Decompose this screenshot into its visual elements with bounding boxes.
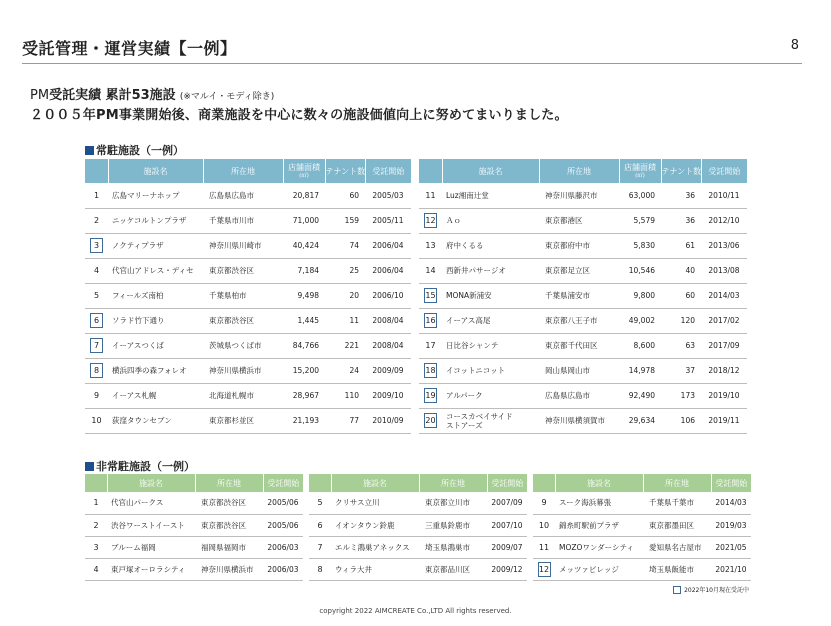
table-row bbox=[533, 492, 751, 514]
facility-location: 東京都墨田区 bbox=[643, 514, 711, 536]
row-number bbox=[85, 514, 107, 536]
row-number-value: 12 bbox=[424, 213, 437, 228]
table-row bbox=[85, 358, 411, 383]
section-marker-icon bbox=[85, 146, 94, 155]
row-number bbox=[85, 283, 108, 308]
facility-start: 2021/05 bbox=[711, 536, 751, 558]
row-number-value: 3 bbox=[93, 542, 99, 552]
row-number-value: 6 bbox=[90, 313, 103, 328]
row-number-value: 2 bbox=[93, 216, 100, 225]
facility-name: 横浜四季の森フォレオ bbox=[108, 358, 203, 383]
nonresident-table-2 bbox=[309, 474, 527, 581]
row-number bbox=[419, 233, 442, 258]
table-row bbox=[419, 208, 747, 233]
legend-box-icon bbox=[673, 586, 681, 594]
facility-location: 広島県広島市 bbox=[539, 383, 619, 408]
table-row bbox=[85, 208, 411, 233]
facility-start: 2018/12 bbox=[701, 358, 747, 383]
table-row bbox=[419, 258, 747, 283]
facility-tenants: 61 bbox=[661, 233, 701, 258]
table-row bbox=[309, 492, 527, 514]
header-start: 受託開始 bbox=[711, 474, 751, 492]
row-number-value: 15 bbox=[424, 288, 437, 303]
row-number bbox=[309, 514, 331, 536]
facility-name: 渋谷ワーストイースト bbox=[107, 514, 195, 536]
facility-name: イオンタウン鈴鹿 bbox=[331, 514, 419, 536]
facility-area: 1,445 bbox=[283, 308, 325, 333]
facility-location: 千葉県市川市 bbox=[203, 208, 283, 233]
row-number bbox=[85, 492, 107, 514]
headline bbox=[30, 84, 274, 103]
facility-start: 2006/04 bbox=[365, 233, 411, 258]
nonresident-section-title bbox=[85, 458, 195, 474]
facility-location: 千葉県千葉市 bbox=[643, 492, 711, 514]
facility-tenants: 159 bbox=[325, 208, 365, 233]
row-number-value: 4 bbox=[93, 564, 99, 574]
subheadline: ２００５年PM事業開始後、商業施設を中心に数々の施設価値向上に努めてまいりました。 bbox=[30, 108, 568, 123]
header-name: 施設名 bbox=[555, 474, 643, 492]
header-name: 施設名 bbox=[331, 474, 419, 492]
row-number bbox=[419, 408, 442, 433]
nonresident-section-label: 非常駐施設（一例） bbox=[96, 460, 195, 473]
header-tenants: テナント数 bbox=[325, 159, 365, 183]
headline-note: (※マルイ・モディ除き) bbox=[179, 92, 275, 102]
facility-tenants: 120 bbox=[661, 308, 701, 333]
row-number-value: 18 bbox=[424, 363, 437, 378]
facility-area: 9,498 bbox=[283, 283, 325, 308]
facility-tenants: 11 bbox=[325, 308, 365, 333]
row-number bbox=[85, 358, 108, 383]
header-start: 受託開始 bbox=[701, 159, 747, 183]
row-number-value: 7 bbox=[317, 542, 323, 552]
facility-location: 東京都足立区 bbox=[539, 258, 619, 283]
table-row bbox=[419, 333, 747, 358]
facility-name: ソラド竹下通り bbox=[108, 308, 203, 333]
row-number bbox=[85, 233, 108, 258]
table-row bbox=[419, 183, 747, 208]
header-area bbox=[619, 159, 661, 183]
table-row bbox=[419, 358, 747, 383]
title-divider bbox=[22, 63, 802, 64]
facility-start: 2013/08 bbox=[701, 258, 747, 283]
facility-name: 代官山パークス bbox=[107, 492, 195, 514]
facility-start: 2013/06 bbox=[701, 233, 747, 258]
facility-location: 東京都渋谷区 bbox=[203, 258, 283, 283]
header-area-label: 店舗面積 bbox=[624, 163, 656, 172]
facility-name: MONA新浦安 bbox=[442, 283, 539, 308]
header-tenants: テナント数 bbox=[661, 159, 701, 183]
facility-name: 日比谷シャンテ bbox=[442, 333, 539, 358]
facility-tenants: 110 bbox=[325, 383, 365, 408]
facility-name: Ａｏ bbox=[442, 208, 539, 233]
table-row bbox=[85, 308, 411, 333]
facility-start: 2006/04 bbox=[365, 258, 411, 283]
header-no bbox=[419, 159, 442, 183]
facility-tenants: 40 bbox=[661, 258, 701, 283]
row-number bbox=[85, 183, 108, 208]
row-number bbox=[85, 308, 108, 333]
table-row bbox=[419, 283, 747, 308]
row-number-value: 9 bbox=[93, 391, 100, 400]
facility-name: コースカベイサイド ストアーズ bbox=[442, 408, 539, 433]
facility-location: 三重県鈴鹿市 bbox=[419, 514, 487, 536]
facility-start: 2005/11 bbox=[365, 208, 411, 233]
row-number-value: 11 bbox=[425, 190, 436, 200]
facility-tenants: 106 bbox=[661, 408, 701, 433]
row-number bbox=[419, 358, 442, 383]
facility-area: 5,830 bbox=[619, 233, 661, 258]
facility-tenants: 60 bbox=[325, 183, 365, 208]
facility-name: イーアス高尾 bbox=[442, 308, 539, 333]
header-start: 受託開始 bbox=[263, 474, 303, 492]
table-row bbox=[419, 233, 747, 258]
table-row bbox=[85, 536, 303, 558]
resident-table-left bbox=[85, 159, 411, 434]
header-name: 施設名 bbox=[442, 159, 539, 183]
row-number-value: 16 bbox=[424, 313, 437, 328]
row-number bbox=[309, 536, 331, 558]
row-number bbox=[533, 558, 555, 580]
page-number: 8 bbox=[790, 38, 799, 53]
row-number-value: 10 bbox=[538, 520, 550, 530]
row-number bbox=[533, 492, 555, 514]
section-marker-icon bbox=[85, 462, 94, 471]
table-row bbox=[533, 558, 751, 580]
table-row bbox=[85, 333, 411, 358]
table-row bbox=[85, 383, 411, 408]
row-number-value: 7 bbox=[90, 338, 103, 353]
facility-start: 2009/09 bbox=[365, 358, 411, 383]
facility-start: 2009/07 bbox=[487, 536, 527, 558]
row-number-value: 20 bbox=[424, 413, 437, 428]
row-number bbox=[419, 258, 442, 283]
row-number bbox=[85, 333, 108, 358]
facility-location: 神奈川県藤沢市 bbox=[539, 183, 619, 208]
table-row bbox=[419, 408, 747, 433]
facility-start: 2010/11 bbox=[701, 183, 747, 208]
row-number bbox=[85, 408, 108, 433]
facility-location: 神奈川県横須賀市 bbox=[539, 408, 619, 433]
table-row bbox=[419, 383, 747, 408]
facility-start: 2017/02 bbox=[701, 308, 747, 333]
facility-location: 東京都渋谷区 bbox=[203, 308, 283, 333]
facility-start: 2005/06 bbox=[263, 492, 303, 514]
facility-name: 代官山アドレス・ディセ bbox=[108, 258, 203, 283]
header-name: 施設名 bbox=[107, 474, 195, 492]
facility-location: 神奈川県横浜市 bbox=[195, 558, 263, 580]
row-number-value: 13 bbox=[425, 241, 436, 250]
facility-area: 28,967 bbox=[283, 383, 325, 408]
row-number bbox=[85, 208, 108, 233]
facility-name: クリサス立川 bbox=[331, 492, 419, 514]
facility-start: 2009/10 bbox=[365, 383, 411, 408]
row-number bbox=[85, 558, 107, 580]
facility-location: 福岡県福岡市 bbox=[195, 536, 263, 558]
slide-title: 受託管理・運営実績【一例】 bbox=[22, 39, 237, 58]
row-number-value: 14 bbox=[425, 266, 436, 275]
table-row bbox=[85, 233, 411, 258]
facility-location: 東京都杉並区 bbox=[203, 408, 283, 433]
row-number-value: 1 bbox=[93, 190, 100, 200]
facility-name: ノクティプラザ bbox=[108, 233, 203, 258]
facility-start: 2007/09 bbox=[487, 492, 527, 514]
facility-location: 東京都港区 bbox=[539, 208, 619, 233]
resident-section-label: 常駐施設（一例） bbox=[96, 144, 184, 157]
facility-start: 2005/06 bbox=[263, 514, 303, 536]
facility-location: 東京都立川市 bbox=[419, 492, 487, 514]
table-row bbox=[309, 536, 527, 558]
row-number-value: 1 bbox=[93, 498, 99, 508]
facility-location: 茨城県つくば市 bbox=[203, 333, 283, 358]
facility-location: 千葉県柏市 bbox=[203, 283, 283, 308]
row-number bbox=[533, 536, 555, 558]
facility-start: 2012/10 bbox=[701, 208, 747, 233]
row-number-value: 8 bbox=[317, 564, 323, 574]
facility-tenants: 37 bbox=[661, 358, 701, 383]
row-number bbox=[85, 258, 108, 283]
header-start: 受託開始 bbox=[365, 159, 411, 183]
facility-name: ニッケコルトンプラザ bbox=[108, 208, 203, 233]
facility-tenants: 221 bbox=[325, 333, 365, 358]
header-no bbox=[85, 159, 108, 183]
row-number-value: 5 bbox=[93, 291, 100, 300]
table-row bbox=[309, 514, 527, 536]
resident-table-right bbox=[419, 159, 747, 434]
facility-area: 40,424 bbox=[283, 233, 325, 258]
facility-start: 2019/10 bbox=[701, 383, 747, 408]
facility-name: フィールズ南柏 bbox=[108, 283, 203, 308]
facility-start: 2021/10 bbox=[711, 558, 751, 580]
facility-start: 2008/04 bbox=[365, 308, 411, 333]
row-number-value: 8 bbox=[90, 363, 103, 378]
facility-area: 29,634 bbox=[619, 408, 661, 433]
header-no bbox=[309, 474, 331, 492]
facility-area: 9,800 bbox=[619, 283, 661, 308]
table-row bbox=[85, 408, 411, 433]
header-no bbox=[85, 474, 107, 492]
header-start: 受託開始 bbox=[487, 474, 527, 492]
header-location: 所在地 bbox=[203, 159, 283, 183]
facility-start: 2017/09 bbox=[701, 333, 747, 358]
legend bbox=[673, 585, 749, 594]
row-number bbox=[419, 208, 442, 233]
facility-name: Luz湘南辻堂 bbox=[442, 183, 539, 208]
facility-location: 神奈川県川崎市 bbox=[203, 233, 283, 258]
facility-name: 荻窪タウンセブン bbox=[108, 408, 203, 433]
table-row bbox=[85, 183, 411, 208]
table-row bbox=[85, 283, 411, 308]
row-number-value: 17 bbox=[425, 341, 436, 350]
row-number bbox=[309, 492, 331, 514]
header-location: 所在地 bbox=[539, 159, 619, 183]
row-number-value: 9 bbox=[541, 498, 547, 508]
nonresident-table-1 bbox=[85, 474, 303, 581]
facility-name: 西新井パサージオ bbox=[442, 258, 539, 283]
table-row bbox=[533, 514, 751, 536]
headline-prefix: PM bbox=[30, 88, 50, 103]
facility-tenants: 25 bbox=[325, 258, 365, 283]
facility-name: 東戸塚オーロラシティ bbox=[107, 558, 195, 580]
facility-area: 10,546 bbox=[619, 258, 661, 283]
row-number bbox=[419, 333, 442, 358]
facility-location: 北海道札幌市 bbox=[203, 383, 283, 408]
facility-tenants: 36 bbox=[661, 208, 701, 233]
row-number bbox=[419, 183, 442, 208]
facility-location: 東京都品川区 bbox=[419, 558, 487, 580]
facility-location: 岡山県岡山市 bbox=[539, 358, 619, 383]
facility-name: MOZOワンダーシティ bbox=[555, 536, 643, 558]
facility-name: イーアスつくば bbox=[108, 333, 203, 358]
facility-area: 71,000 bbox=[283, 208, 325, 233]
facility-area: 21,193 bbox=[283, 408, 325, 433]
facility-location: 東京都八王子市 bbox=[539, 308, 619, 333]
header-location: 所在地 bbox=[419, 474, 487, 492]
headline-main: 受託実績 累計53施設 bbox=[49, 88, 176, 103]
row-number bbox=[533, 514, 555, 536]
row-number bbox=[85, 536, 107, 558]
facility-name: イコットニコット bbox=[442, 358, 539, 383]
row-number bbox=[85, 383, 108, 408]
facility-name: ウィラ大井 bbox=[331, 558, 419, 580]
row-number-value: 10 bbox=[91, 416, 102, 425]
facility-name: エルミ鴻巣アネックス bbox=[331, 536, 419, 558]
facility-area: 63,000 bbox=[619, 183, 661, 208]
facility-name: 広島マリーナホップ bbox=[108, 183, 203, 208]
row-number-value: 19 bbox=[424, 388, 437, 403]
facility-location: 東京都千代田区 bbox=[539, 333, 619, 358]
facility-tenants: 36 bbox=[661, 183, 701, 208]
facility-start: 2006/03 bbox=[263, 536, 303, 558]
header-area bbox=[283, 159, 325, 183]
facility-area: 84,766 bbox=[283, 333, 325, 358]
header-location: 所在地 bbox=[643, 474, 711, 492]
facility-name: 府中くるる bbox=[442, 233, 539, 258]
resident-section-title bbox=[85, 142, 184, 158]
facility-tenants: 24 bbox=[325, 358, 365, 383]
facility-tenants: 77 bbox=[325, 408, 365, 433]
facility-area: 49,002 bbox=[619, 308, 661, 333]
header-no bbox=[533, 474, 555, 492]
facility-start: 2009/12 bbox=[487, 558, 527, 580]
facility-start: 2010/09 bbox=[365, 408, 411, 433]
facility-start: 2014/03 bbox=[711, 492, 751, 514]
row-number bbox=[309, 558, 331, 580]
facility-area: 92,490 bbox=[619, 383, 661, 408]
nonresident-table-3 bbox=[533, 474, 751, 581]
facility-name: ブルーム福岡 bbox=[107, 536, 195, 558]
header-area-unit: (㎡) bbox=[299, 173, 309, 179]
facility-area: 20,817 bbox=[283, 183, 325, 208]
table-row bbox=[85, 514, 303, 536]
header-location: 所在地 bbox=[195, 474, 263, 492]
row-number bbox=[419, 308, 442, 333]
facility-area: 8,600 bbox=[619, 333, 661, 358]
copyright: copyright 2022 AIMCREATE Co.,LTD All rights reserved. bbox=[319, 607, 512, 615]
facility-start: 2008/04 bbox=[365, 333, 411, 358]
facility-location: 神奈川県横浜市 bbox=[203, 358, 283, 383]
table-row bbox=[533, 536, 751, 558]
facility-location: 愛知県名古屋市 bbox=[643, 536, 711, 558]
facility-name: イーアス札幌 bbox=[108, 383, 203, 408]
facility-start: 2014/03 bbox=[701, 283, 747, 308]
row-number-value: 4 bbox=[93, 266, 100, 275]
facility-area: 14,978 bbox=[619, 358, 661, 383]
facility-start: 2005/03 bbox=[365, 183, 411, 208]
row-number-value: 6 bbox=[317, 520, 323, 530]
row-number-value: 2 bbox=[93, 520, 99, 530]
facility-location: 東京都府中市 bbox=[539, 233, 619, 258]
facility-name: アルパーク bbox=[442, 383, 539, 408]
table-row bbox=[419, 308, 747, 333]
row-number-value: 5 bbox=[317, 498, 323, 508]
row-number-value: 3 bbox=[90, 238, 103, 253]
table-row bbox=[85, 492, 303, 514]
header-name: 施設名 bbox=[108, 159, 203, 183]
row-number-value: 11 bbox=[538, 542, 550, 552]
facility-start: 2006/10 bbox=[365, 283, 411, 308]
facility-location: 東京都渋谷区 bbox=[195, 492, 263, 514]
facility-area: 15,200 bbox=[283, 358, 325, 383]
row-number bbox=[419, 283, 442, 308]
row-number-value: 12 bbox=[538, 562, 551, 577]
facility-start: 2019/11 bbox=[701, 408, 747, 433]
facility-location: 東京都渋谷区 bbox=[195, 514, 263, 536]
facility-location: 埼玉県鴻巣市 bbox=[419, 536, 487, 558]
facility-start: 2006/03 bbox=[263, 558, 303, 580]
facility-tenants: 20 bbox=[325, 283, 365, 308]
header-area-unit: (㎡) bbox=[635, 173, 645, 179]
table-row bbox=[85, 558, 303, 580]
facility-location: 埼玉県飯能市 bbox=[643, 558, 711, 580]
row-number bbox=[419, 383, 442, 408]
facility-tenants: 63 bbox=[661, 333, 701, 358]
facility-name: スーク海浜幕張 bbox=[555, 492, 643, 514]
header-area-label: 店舗面積 bbox=[288, 163, 320, 172]
table-row bbox=[85, 258, 411, 283]
facility-tenants: 173 bbox=[661, 383, 701, 408]
table-row bbox=[309, 558, 527, 580]
facility-tenants: 74 bbox=[325, 233, 365, 258]
facility-tenants: 60 bbox=[661, 283, 701, 308]
facility-name: 錦糸町駅前プラザ bbox=[555, 514, 643, 536]
facility-start: 2007/10 bbox=[487, 514, 527, 536]
facility-start: 2019/03 bbox=[711, 514, 751, 536]
facility-area: 5,579 bbox=[619, 208, 661, 233]
legend-text: 2022年10月現在受託中 bbox=[684, 587, 749, 594]
facility-name: メッツァビレッジ bbox=[555, 558, 643, 580]
facility-location: 千葉県浦安市 bbox=[539, 283, 619, 308]
facility-area: 7,184 bbox=[283, 258, 325, 283]
facility-location: 広島県広島市 bbox=[203, 183, 283, 208]
